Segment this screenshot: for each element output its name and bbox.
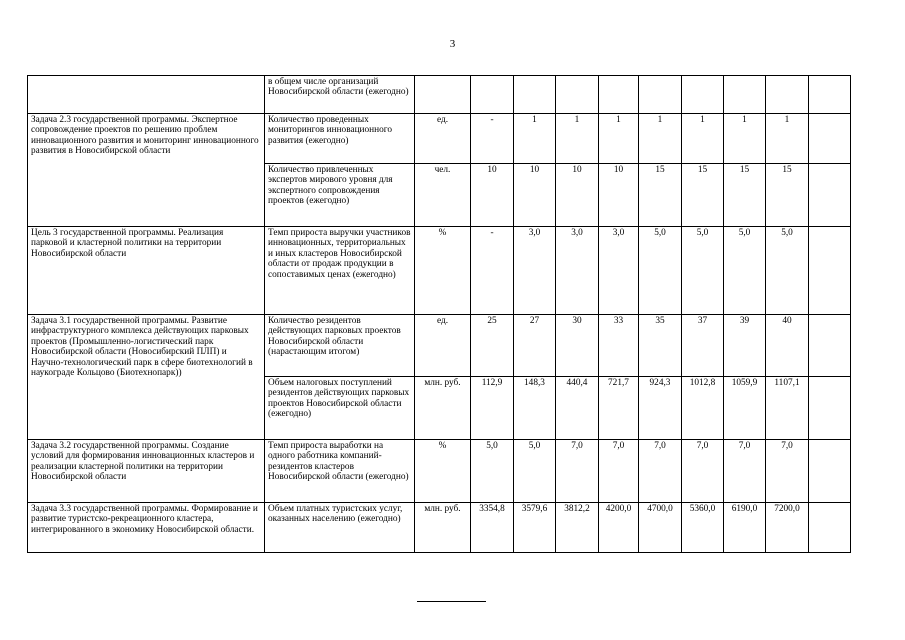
empty-cell <box>809 377 851 440</box>
value-cell: 1 <box>599 114 639 164</box>
value-cell: 1 <box>766 114 809 164</box>
value-cell: 15 <box>639 164 682 227</box>
value-cell: 6190,0 <box>724 503 766 553</box>
value-cell: 37 <box>682 315 724 377</box>
empty-cell <box>809 114 851 164</box>
value-cell: 1 <box>724 114 766 164</box>
value-cell: 112,9 <box>471 377 514 440</box>
value-cell: 3579,6 <box>514 503 556 553</box>
indicator-cell: Темп прироста выручки участников инновационных, территориальных и иных кластеров Новосибирской области от продаж продукции в сопоставимых ценах (ежегодно) <box>265 227 415 315</box>
value-cell: 1059,9 <box>724 377 766 440</box>
goal-cell <box>28 76 265 114</box>
value-cell <box>556 76 599 114</box>
value-cell: - <box>471 114 514 164</box>
value-cell: 1 <box>682 114 724 164</box>
value-cell: 7,0 <box>599 440 639 503</box>
value-cell: 5,0 <box>682 227 724 315</box>
value-cell: - <box>471 227 514 315</box>
value-cell: 7200,0 <box>766 503 809 553</box>
value-cell: 3812,2 <box>556 503 599 553</box>
unit-cell: млн. руб. <box>415 377 471 440</box>
value-cell: 5,0 <box>514 440 556 503</box>
value-cell: 10 <box>556 164 599 227</box>
value-cell: 5,0 <box>766 227 809 315</box>
value-cell: 30 <box>556 315 599 377</box>
unit-cell: ед. <box>415 114 471 164</box>
unit-cell: ед. <box>415 315 471 377</box>
unit-cell: чел. <box>415 164 471 227</box>
table-row <box>28 76 851 114</box>
table-row <box>28 440 851 503</box>
value-cell: 15 <box>724 164 766 227</box>
indicator-cell: Количество привлеченных экспертов мирового уровня для экспертного сопровождения проектов (ежегодно) <box>265 164 415 227</box>
value-cell: 40 <box>766 315 809 377</box>
value-cell: 5360,0 <box>682 503 724 553</box>
unit-cell <box>415 76 471 114</box>
value-cell: 440,4 <box>556 377 599 440</box>
unit-cell: % <box>415 440 471 503</box>
value-cell: 7,0 <box>556 440 599 503</box>
value-cell <box>514 76 556 114</box>
indicator-cell: Темп прироста выработки на одного работника компаний-резидентов кластеров Новосибирской области (ежегодно) <box>265 440 415 503</box>
value-cell: 5,0 <box>639 227 682 315</box>
end-separator <box>417 601 486 602</box>
value-cell: 4700,0 <box>639 503 682 553</box>
value-cell: 27 <box>514 315 556 377</box>
value-cell: 5,0 <box>724 227 766 315</box>
table-row <box>28 114 851 164</box>
unit-cell: млн. руб. <box>415 503 471 553</box>
value-cell: 7,0 <box>682 440 724 503</box>
empty-cell <box>809 76 851 114</box>
empty-cell <box>809 503 851 553</box>
table-row <box>28 227 851 315</box>
value-cell: 15 <box>682 164 724 227</box>
value-cell: 10 <box>471 164 514 227</box>
value-cell: 1012,8 <box>682 377 724 440</box>
value-cell: 1 <box>639 114 682 164</box>
empty-cell <box>809 164 851 227</box>
value-cell: 1107,1 <box>766 377 809 440</box>
value-cell: 5,0 <box>471 440 514 503</box>
empty-cell <box>809 440 851 503</box>
value-cell: 1 <box>556 114 599 164</box>
value-cell: 33 <box>599 315 639 377</box>
value-cell: 3,0 <box>514 227 556 315</box>
value-cell: 7,0 <box>639 440 682 503</box>
value-cell: 15 <box>766 164 809 227</box>
value-cell: 7,0 <box>724 440 766 503</box>
indicator-cell: Объем платных туристских услуг, оказанных населению (ежегодно) <box>265 503 415 553</box>
task-2-3-cell: Задача 2.3 государственной программы. Экспертное сопровождение проектов по решению проблем инновационного развития и мониторинг инновационного развития в Новосибирской области <box>28 114 265 227</box>
value-cell <box>766 76 809 114</box>
task-3-2-cell: Задача 3.2 государственной программы. Создание условий для формирования инновационных кластеров и реализации кластерной политики на территории Новосибирской области <box>28 440 265 503</box>
value-cell: 25 <box>471 315 514 377</box>
value-cell <box>724 76 766 114</box>
empty-cell <box>809 315 851 377</box>
indicator-cell: Количество резидентов действующих парковых проектов Новосибирской области (нарастающим итогом) <box>265 315 415 377</box>
value-cell: 7,0 <box>766 440 809 503</box>
page-number: 3 <box>449 38 456 50</box>
value-cell <box>471 76 514 114</box>
task-3-3-cell: Задача 3.3 государственной программы. Формирование и развитие туристско-рекреационного кластера, интегрированного в экономику Новосибирской области. <box>28 503 265 553</box>
value-cell <box>599 76 639 114</box>
value-cell: 1 <box>514 114 556 164</box>
value-cell: 148,3 <box>514 377 556 440</box>
value-cell: 10 <box>514 164 556 227</box>
table-row <box>28 315 851 377</box>
value-cell: 3,0 <box>556 227 599 315</box>
value-cell: 3,0 <box>599 227 639 315</box>
indicator-cell: в общем числе организаций Новосибирской области (ежегодно) <box>265 76 415 114</box>
value-cell: 10 <box>599 164 639 227</box>
value-cell: 39 <box>724 315 766 377</box>
value-cell: 4200,0 <box>599 503 639 553</box>
value-cell <box>639 76 682 114</box>
task-3-1-cell: Задача 3.1 государственной программы. Развитие инфраструктурного комплекса действующих парковых проектов (Промышленно-логистический парк Новосибирской области (Новосибирский ПЛП) и Научно-технологический парк в сфере биотехнологий в наукограде Кольцово (Биотехнопарк)) <box>28 315 265 440</box>
table-row <box>28 503 851 553</box>
goal-3-cell: Цель 3 государственной программы. Реализация парковой и кластерной политики на территории Новосибирской области <box>28 227 265 315</box>
indicator-cell: Объем налоговых поступлений резидентов действующих парковых проектов Новосибирской области (ежегодно) <box>265 377 415 440</box>
value-cell: 721,7 <box>599 377 639 440</box>
value-cell: 924,3 <box>639 377 682 440</box>
indicators-table <box>27 75 851 553</box>
value-cell <box>682 76 724 114</box>
value-cell: 35 <box>639 315 682 377</box>
empty-cell <box>809 227 851 315</box>
indicator-cell: Количество проведенных мониторингов инновационного развития (ежегодно) <box>265 114 415 164</box>
unit-cell: % <box>415 227 471 315</box>
value-cell: 3354,8 <box>471 503 514 553</box>
